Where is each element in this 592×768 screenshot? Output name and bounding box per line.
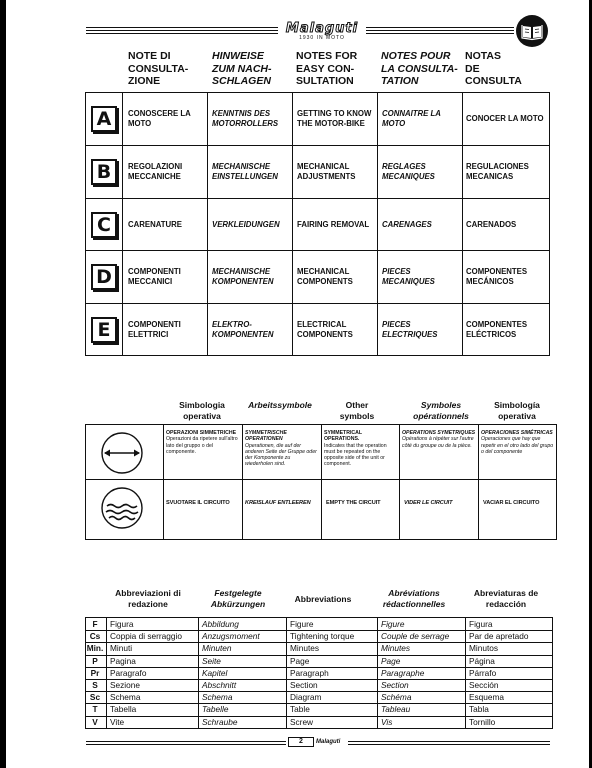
abbr-code: S (92, 680, 98, 690)
section-row-e[interactable] (86, 304, 549, 357)
grid-line (478, 425, 479, 539)
abbr-de: Tabelle (202, 704, 229, 715)
abbr-row (86, 630, 552, 642)
abbr-fr: Section (381, 680, 409, 690)
header-rule (86, 33, 278, 34)
abbr-row (86, 691, 552, 703)
abbr-en: Paragraph (290, 667, 329, 678)
abbr-fr: Vis (381, 716, 393, 727)
abbr-en: Section (290, 680, 318, 690)
column-header-de: HINWEISE ZUM NACH- SCHLAGEN (212, 50, 272, 87)
section-label-fr: CONNAITRE LA MOTO (382, 109, 441, 128)
grid-line (399, 425, 400, 539)
section-row-a[interactable] (86, 93, 549, 146)
section-label-it: COMPONENTI ELETTRICI (128, 320, 181, 339)
column-header-es: NOTAS DE CONSULTA (465, 50, 522, 87)
brand-logo (280, 20, 364, 42)
abbr-en: Diagram (290, 692, 322, 703)
symbols-table (85, 424, 557, 540)
abbr-fr: Tableau (381, 704, 411, 715)
abbr-es: Tabla (469, 704, 489, 715)
section-label-fr: PIECES ELECTRIQUES (382, 320, 438, 339)
drain-label-en: EMPTY THE CIRCUIT (326, 500, 381, 506)
header-rule (366, 27, 514, 28)
abbr-it: Pagina (110, 655, 136, 666)
abbr-header-en: Abbreviations (294, 594, 352, 604)
symmetric-desc-fr: OPERATIONS SYMETRIQUES Opérations à répéter sur l'autre côté du groupe ou de la pièce. (402, 430, 476, 449)
header-rule (86, 30, 278, 31)
abbr-code: Pr (90, 667, 100, 678)
abbr-de: Abbildung (202, 619, 239, 629)
abbreviations-table (85, 617, 553, 729)
abbr-row (86, 642, 552, 654)
symmetric-desc-en: SYMMETRICAL OPERATIONS. Indicates that the operation must be repeated on the opposite side of the unit or component. (324, 430, 387, 468)
abbr-header-de: Festgelegte Abkürzungen (210, 588, 266, 609)
section-letter-b: B (91, 159, 117, 185)
abbr-code: V (92, 716, 98, 727)
brand-logo-subtitle: 1930 IN MOTO (299, 34, 345, 41)
drain-label-de: KREISLAUF ENTLEEREN (245, 500, 311, 506)
abbr-es: Esquema (469, 692, 505, 703)
drain-label-fr: VIDER LE CIRCUIT (404, 500, 453, 506)
symmetric-desc-es: OPERACIONES SIMÉTRICAS Operaciones que hay que repetir en el otro lado del grupo o del componente (481, 430, 554, 455)
drain-label-es: VACIAR EL CIRCUITO (483, 500, 540, 506)
abbr-code: Sc (89, 692, 101, 703)
abbr-code: Cs (89, 631, 101, 642)
section-label-en: MECHANICAL ADJUSTMENTS (297, 162, 356, 181)
section-letter-d: D (91, 264, 117, 290)
drain-label-it: SVUOTARE IL CIRCUITO (166, 500, 230, 506)
abbr-it: Paragrafo (110, 667, 147, 678)
abbr-de: Schema (202, 692, 233, 703)
abbr-es: Figura (469, 619, 493, 629)
section-label-fr: PIECES MECANIQUES (382, 267, 435, 286)
column-header-fr: NOTES POUR LA CONSULTA- TATION (381, 50, 458, 87)
abbr-de: Kapitel (202, 667, 228, 678)
abbr-en: Tightening torque (290, 631, 355, 642)
footer-rule (348, 744, 550, 745)
abbr-es: Página (469, 655, 495, 666)
section-label-en: GETTING TO KNOW THE MOTOR-BIKE (297, 109, 372, 128)
abbr-fr: Minutes (381, 643, 411, 654)
abbr-es: Párrafo (469, 667, 497, 678)
symbols-header-it: Simbologia operativa (179, 400, 225, 421)
symmetric-desc-de: SYMMETRISCHE OPERATIONEN Operationen, die auf der anderen Seite der Gruppe oder der Komponente zu wiederholen sind. (245, 430, 317, 468)
abbr-es: Tornillo (469, 716, 496, 727)
abbr-header-it: Abbreviazioni di redazione (115, 588, 181, 609)
page-edge-left (0, 0, 6, 768)
abbr-it: Tabella (110, 704, 137, 715)
column-header-it: NOTE DI CONSULTA- ZIONE (128, 50, 189, 87)
section-label-fr: REGLAGES MECANIQUES (382, 162, 435, 181)
section-index-table (85, 92, 550, 356)
abbr-header-es: Abreviaturas de redacción (473, 588, 539, 609)
footer-brand-logo: Malaguti (316, 739, 341, 745)
section-label-de: ELEKTRO-KOMPONENTEN (212, 320, 274, 339)
abbr-es: Par de apretado (469, 631, 529, 642)
abbr-fr: Page (381, 655, 401, 666)
abbr-code: T (92, 704, 98, 715)
section-label-it: REGOLAZIONI MECCANICHE (128, 162, 183, 181)
symbols-header-fr: Symboles opérationnels (413, 400, 469, 421)
section-letter-c: C (91, 212, 117, 238)
header-rule (86, 27, 278, 28)
abbr-header-fr: Abréviations rédactionnelles (382, 588, 446, 609)
abbr-de: Anzugsmoment (202, 631, 260, 642)
abbr-en: Page (290, 655, 310, 666)
abbr-it: Schema (110, 692, 141, 703)
section-label-fr: CARENAGES (382, 220, 432, 229)
abbr-de: Schraube (202, 716, 238, 727)
footer-rule (86, 741, 286, 742)
section-label-es: REGULACIONES MECANICAS (466, 162, 529, 181)
abbr-code: F (92, 619, 98, 629)
abbr-code: P (92, 655, 98, 666)
abbr-en: Figure (290, 619, 314, 629)
abbr-row (86, 716, 552, 728)
abbr-en: Minutes (290, 643, 320, 654)
symbols-header-de: Arbeitssymbole (248, 400, 312, 410)
section-label-de: MECHANISCHE KOMPONENTEN (212, 267, 274, 286)
section-letter-e: E (91, 317, 117, 343)
section-row-d[interactable] (86, 251, 549, 304)
section-label-en: FAIRING REMOVAL (297, 220, 370, 229)
section-label-es: COMPONENTES ELÉCTRICOS (466, 320, 528, 339)
header-rule (366, 33, 514, 34)
abbr-it: Figura (110, 619, 134, 629)
grid-line (86, 479, 556, 480)
section-label-de: VERKLEIDUNGEN (212, 220, 280, 229)
abbr-row (86, 618, 552, 630)
abbr-it: Vite (110, 716, 125, 727)
abbr-fr: Figure (381, 619, 405, 629)
abbr-de: Abschnitt (202, 680, 237, 690)
section-letter-a: A (91, 106, 117, 132)
abbr-de: Minuten (202, 643, 232, 654)
abbr-es: Minutos (469, 643, 499, 654)
abbr-it: Minuti (110, 643, 133, 654)
drain-circuit-icon (100, 486, 144, 530)
symbols-header-en: Other symbols (339, 400, 375, 421)
section-row-c[interactable] (86, 199, 549, 252)
symmetric-desc-it: OPERAZIONI SIMMETRICHE Operazioni da ripetere sull'altro lato del gruppo o del componente. (166, 430, 238, 455)
abbr-de: Seite (202, 655, 221, 666)
column-header-en: NOTES FOR EASY CON- SULTATION (296, 50, 358, 87)
header-rule (366, 30, 514, 31)
section-label-it: COMPONENTI MECCANICI (128, 267, 181, 286)
abbr-fr: Schéma (381, 692, 412, 703)
abbr-es: Sección (469, 680, 499, 690)
section-label-en: ELECTRICAL COMPONENTS (297, 320, 353, 339)
footer-rule (86, 744, 286, 745)
book-icon (516, 15, 548, 47)
grid-line (163, 425, 164, 539)
section-label-de: MECHANISCHE EINSTELLUNGEN (212, 162, 278, 181)
section-label-es: COMPONENTES MECÁNICOS (466, 267, 528, 286)
section-label-it: CARENATURE (128, 220, 182, 229)
abbr-row (86, 703, 552, 715)
section-label-es: CONOCER LA MOTO (466, 114, 544, 123)
section-label-it: CONOSCERE LA MOTO (128, 109, 191, 128)
double-arrow-circle-icon (100, 431, 144, 475)
abbr-fr: Paragraphe (381, 667, 425, 678)
abbr-row (86, 667, 552, 679)
abbr-row (86, 655, 552, 667)
footer-rule (348, 741, 550, 742)
section-row-b[interactable] (86, 146, 549, 199)
abbr-code: Min. (86, 643, 104, 654)
abbr-row (86, 679, 552, 691)
section-label-de: KENNTNIS DES MOTORROLLERS (212, 109, 279, 128)
grid-line (242, 425, 243, 539)
abbr-en: Table (290, 704, 310, 715)
abbr-it: Coppia di serraggio (110, 631, 182, 642)
section-label-es: CARENADOS (466, 220, 517, 229)
section-label-en: MECHANICAL COMPONENTS (297, 267, 353, 286)
grid-line (321, 425, 322, 539)
abbr-it: Sezione (110, 680, 140, 690)
abbr-fr: Couple de serrage (381, 631, 450, 642)
page-number: 2 (288, 737, 314, 747)
abbr-en: Screw (290, 716, 314, 727)
brand-logo-text: Malaguti (285, 20, 359, 36)
symbols-header-es: Simbología operativa (494, 400, 540, 421)
